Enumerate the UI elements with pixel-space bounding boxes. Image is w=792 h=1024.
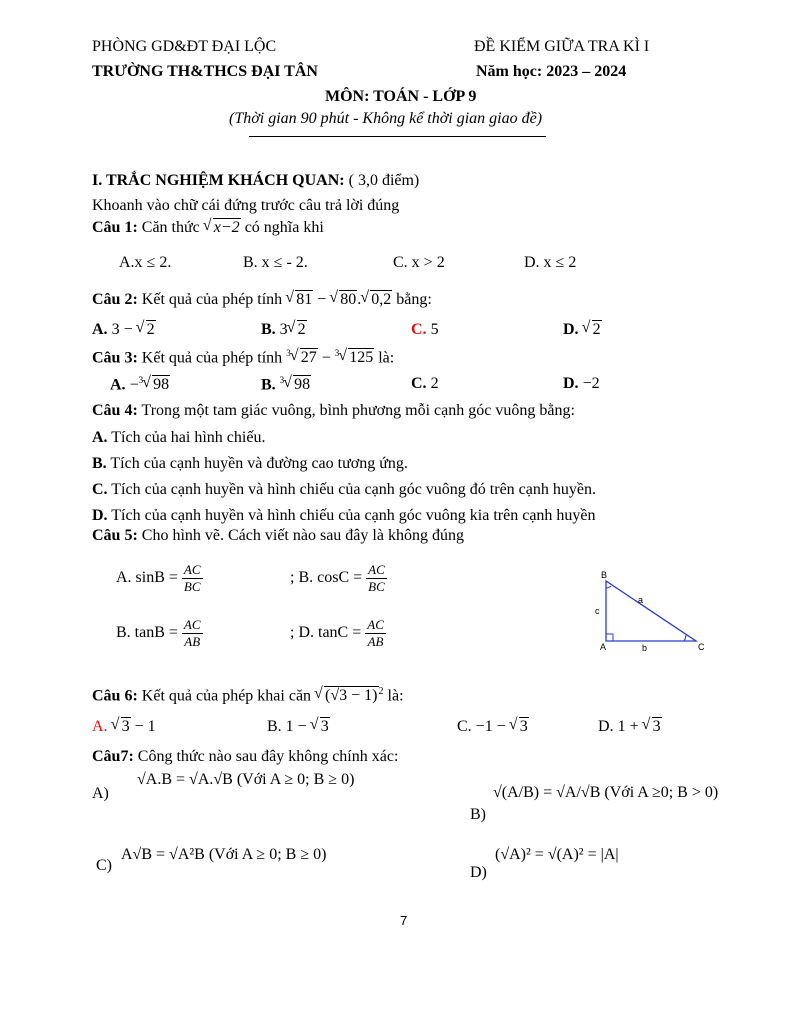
q6-option-d-pre: 1 + (613, 718, 643, 735)
school-year: Năm học: 2023 – 2024 (476, 63, 627, 80)
q2-option-d-radicand: 2 (592, 321, 601, 338)
q5-option-b-pre: ; B. cosC = (290, 569, 367, 587)
q2-option-a (92, 321, 156, 339)
q6-option-d-label: D. (598, 718, 614, 735)
q6-option-c-label: C. (457, 718, 472, 735)
q6-radicand: (√3 − 1) (325, 687, 378, 705)
right-triangle-figure (592, 568, 712, 656)
q1-option-a: A.x ≤ 2. (119, 254, 172, 271)
q2-option-d (563, 321, 602, 339)
q3-option-a (110, 375, 170, 394)
question-3 (92, 348, 394, 367)
exam-duration: (Thời gian 90 phút - Không kể thời gian giao đề) (229, 110, 543, 127)
header-divider (249, 136, 546, 137)
q5-option-a (116, 562, 203, 595)
section-title: I. TRẮC NGHIỆM KHÁCH QUAN: (92, 172, 345, 189)
q3-option-a-index: 3 (138, 375, 144, 385)
q2-option-b-label: B. (261, 321, 276, 338)
triangle-shape (606, 581, 696, 641)
q7-option-c-formula: A√B = √A²B (Với A ≥ 0; B ≥ 0) (121, 846, 327, 863)
q5-option-b-num: AC (368, 562, 385, 577)
q3-option-b (261, 375, 311, 394)
q4-label: Câu 4: (92, 402, 138, 419)
question-7 (92, 748, 398, 766)
q2-option-d-label: D. (563, 321, 579, 338)
q6-option-a-post: − 1 (130, 718, 156, 735)
q7-option-c-label: C) (96, 857, 112, 874)
q2-option-b (261, 321, 307, 339)
q6-option-a-radical (112, 718, 131, 736)
vertex-c-label: C (698, 642, 705, 652)
q3-root-index-1: 3 (286, 348, 291, 358)
department-name: PHÒNG GD&ĐT ĐẠI LỘC (92, 38, 277, 55)
q2-radical-2 (330, 291, 357, 309)
question-4 (92, 402, 575, 420)
q3-radicand-1: 27 (300, 349, 317, 367)
q5-option-d-pre: ; D. tanC = (290, 624, 366, 642)
q5-label: Câu 5: (92, 527, 138, 544)
q6-option-b-label: B. (267, 718, 282, 735)
q3-option-d-value: −2 (578, 375, 600, 392)
q3-root-index-2: 3 (334, 348, 340, 358)
q7-option-d-label: D) (470, 864, 487, 881)
q5-option-a-num: AC (183, 562, 201, 577)
section-instruction: Khoanh vào chữ cái đứng trước câu trả lời đúng (92, 197, 400, 214)
page-number: 7 (400, 913, 408, 928)
q2-text-end: bằng: (392, 291, 432, 308)
school-name: TRƯỜNG TH&THCS ĐẠI TÂN (92, 63, 318, 80)
q2-text: Kết quả của phép tính (137, 291, 287, 308)
q5-option-d-fraction (365, 617, 386, 650)
q3-option-b-radicand: 98 (294, 376, 311, 394)
q5-option-c-pre: B. tanB = (116, 624, 182, 642)
q1-radical (204, 219, 241, 237)
q6-option-c-radicand: 3 (519, 718, 528, 735)
q3-text: Kết quả của phép tính (137, 349, 287, 367)
q2-radicand-2: 80 (340, 291, 357, 308)
q5-option-d-num: AC (367, 617, 384, 632)
q4-option-c-text: Tích của cạnh huyền và hình chiếu của cạnh góc vuông đó trên cạnh huyền. (107, 481, 596, 498)
side-b-label: b (642, 643, 648, 653)
q6-option-c-radical (510, 718, 529, 736)
q7-option-d-formula: (√A)² = √(A)² = |A| (495, 846, 619, 863)
q3-label: Câu 3: (92, 349, 138, 367)
side-c-label: c (595, 606, 600, 616)
q2-option-b-radical (288, 321, 307, 339)
exam-title: ĐỀ KIỂM GIỮA TRA KÌ I (474, 38, 650, 55)
q6-option-b-radical (311, 718, 330, 736)
q4-option-b-label: B. (92, 455, 107, 472)
q7-option-a-label: A) (92, 785, 109, 802)
q2-option-d-radical (583, 321, 602, 339)
q3-option-c (411, 375, 439, 393)
q6-option-a (92, 718, 156, 736)
q4-option-a (92, 429, 265, 447)
subject-title: MÔN: TOÁN - LỚP 9 (325, 88, 477, 105)
q4-option-a-label: A. (92, 429, 108, 446)
q3-option-a-radical (143, 376, 170, 394)
q3-option-c-value: 2 (426, 375, 439, 392)
q7-label: Câu7: (92, 748, 134, 765)
q5-option-c-den: AB (184, 634, 201, 649)
q3-minus: − (317, 349, 335, 367)
q3-option-b-index: 3 (279, 375, 285, 385)
side-a-label: a (638, 595, 644, 605)
q5-option-c-fraction (182, 617, 203, 650)
question-5 (92, 527, 464, 545)
q2-option-b-radicand: 2 (297, 321, 306, 338)
q7-option-a-formula: √A.B = √A.√B (Với A ≥ 0; B ≥ 0) (137, 771, 355, 788)
q4-option-b (92, 455, 408, 473)
q4-text: Trong một tam giác vuông, bình phương mỗi cạnh góc vuông bằng: (137, 402, 575, 419)
vertex-a-label: A (600, 642, 607, 652)
q6-option-c (457, 718, 529, 736)
q5-option-a-fraction (182, 562, 203, 595)
q3-option-d-label: D. (563, 375, 579, 392)
q5-option-c-num: AC (183, 617, 201, 632)
q7-text: Công thức nào sau đây không chính xác: (133, 748, 399, 765)
question-1 (92, 219, 324, 237)
q2-radical-1 (286, 291, 313, 309)
q2-option-c (411, 321, 439, 339)
q2-radicand-1: 81 (296, 291, 313, 308)
q2-option-a-label: A. (92, 321, 108, 338)
q6-text: Kết quả của phép khai căn (137, 687, 316, 705)
q4-option-d (92, 507, 596, 525)
q1-text: Căn thức (137, 219, 204, 236)
question-6 (92, 686, 404, 705)
angle-b-mark (606, 586, 611, 588)
q6-text-end: là: (383, 687, 404, 705)
vertex-b-label: B (601, 570, 608, 580)
q3-radical-2 (339, 349, 374, 367)
q6-option-a-label: A. (92, 718, 108, 735)
q5-option-d-den: AB (367, 634, 384, 649)
q6-radical (315, 687, 378, 705)
q3-option-b-radical (284, 376, 311, 394)
right-angle-mark (606, 634, 613, 641)
q2-option-a-radical (137, 321, 156, 339)
q4-option-c (92, 481, 596, 499)
q2-dot: . (357, 291, 362, 308)
q2-label: Câu 2: (92, 291, 138, 308)
q1-label: Câu 1: (92, 219, 138, 236)
q3-radical-1 (291, 349, 318, 367)
q7-option-b-label: B) (470, 806, 486, 823)
q6-option-c-pre: −1 − (471, 718, 510, 735)
q3-option-d (563, 375, 600, 393)
q4-option-d-label: D. (92, 507, 108, 524)
q6-option-b-radicand: 3 (320, 718, 329, 735)
q4-option-a-text: Tích của hai hình chiếu. (107, 429, 266, 446)
section-points: ( 3,0 điểm) (344, 172, 420, 189)
q5-option-c (116, 617, 203, 650)
q3-radicand-2: 125 (349, 349, 374, 367)
q1-text-end: có nghĩa khi (240, 219, 324, 236)
q2-radical-3 (361, 291, 392, 309)
q5-option-a-den: BC (183, 579, 201, 594)
q6-exponent: 2 (378, 686, 384, 697)
q2-option-b-pre: 3 (275, 321, 288, 338)
q2-radicand-3: 0,2 (371, 291, 392, 308)
q3-text-end: là: (374, 349, 395, 367)
q4-option-c-label: C. (92, 481, 108, 498)
q3-option-a-label: A. (110, 376, 126, 394)
q1-radicand: x−2 (213, 219, 240, 236)
q6-option-d-radicand: 3 (652, 718, 661, 735)
q3-option-b-label: B. (261, 376, 276, 394)
q5-option-d (290, 617, 386, 650)
q6-label: Câu 6: (92, 687, 138, 705)
q6-option-d-radical (643, 718, 662, 736)
q1-option-c: C. x > 2 (393, 254, 445, 271)
q3-option-c-label: C. (411, 375, 427, 392)
q4-option-b-text: Tích của cạnh huyền và đường cao tương ứng. (106, 455, 408, 472)
q2-option-a-radicand: 2 (146, 321, 155, 338)
q6-option-b (267, 718, 330, 736)
section-heading (92, 172, 419, 190)
q7-option-b-formula: √(A/B) = √A/√B (Với A ≥0; B > 0) (493, 784, 719, 801)
q4-option-d-text: Tích của cạnh huyền và hình chiếu của cạnh góc vuông kia trên cạnh huyền (107, 507, 596, 524)
q2-option-c-label: C. (411, 321, 427, 338)
q6-option-a-radicand: 3 (121, 718, 130, 735)
q1-option-b: B. x ≤ - 2. (243, 254, 308, 271)
question-2 (92, 291, 432, 309)
q6-option-b-pre: 1 − (281, 718, 311, 735)
q5-option-b-den: BC (368, 579, 385, 594)
q1-option-d: D. x ≤ 2 (524, 254, 577, 271)
q2-minus: − (313, 291, 331, 308)
angle-c-mark (684, 635, 686, 641)
q5-text: Cho hình vẽ. Cách viết nào sau đây là không đúng (137, 527, 464, 544)
q3-option-a-radicand: 98 (153, 376, 170, 394)
q6-option-d (598, 718, 662, 736)
q5-option-b (290, 562, 387, 595)
q5-option-b-fraction (366, 562, 387, 595)
q2-option-c-value: 5 (426, 321, 439, 338)
q3-option-a-pre: − (125, 376, 139, 394)
q5-option-a-pre: A. sinB = (116, 569, 182, 587)
q2-option-a-pre: 3 − (107, 321, 137, 338)
